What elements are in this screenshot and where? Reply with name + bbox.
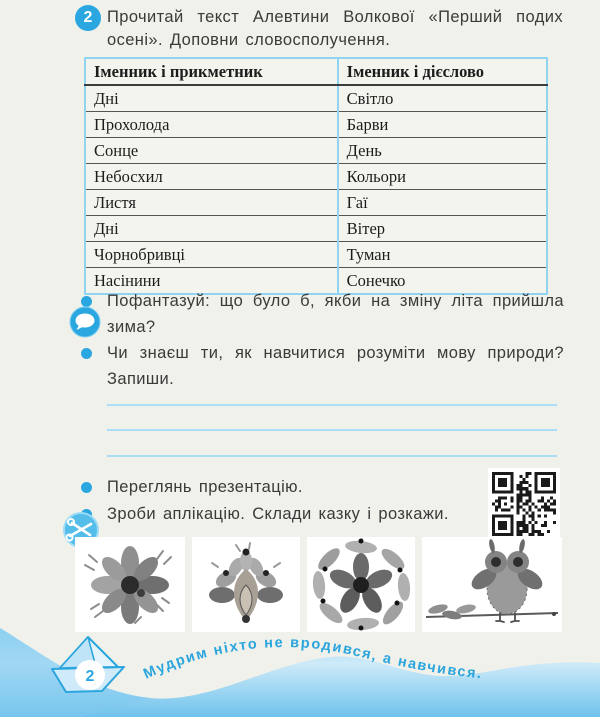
table-cell: Гаї — [338, 190, 547, 216]
table-row — [85, 164, 547, 190]
speech-bubble-icon — [69, 306, 101, 338]
answer-line — [107, 429, 557, 431]
qr-code-pattern — [492, 472, 556, 536]
table-row — [85, 190, 547, 216]
word-pairs-table — [84, 57, 548, 295]
table-cell: День — [338, 138, 547, 164]
answer-line — [107, 404, 557, 406]
page-number: 2 — [85, 668, 95, 685]
table-cell: Чорнобривці — [85, 242, 338, 268]
bullet-dot-icon — [81, 482, 92, 493]
task-applique: Зроби аплікацію. Склади казку і розкажи. — [107, 505, 449, 523]
table-row — [85, 112, 547, 138]
table-cell: Дні — [85, 85, 338, 112]
table-cell: Сонечко — [338, 268, 547, 295]
table-cell: Дні — [85, 216, 338, 242]
table-cell: Світло — [338, 85, 547, 112]
task-imagine: Пофантазуй: що було б, якби на зміну літа прийшла зима? — [107, 292, 564, 336]
table-cell: Сонце — [85, 138, 338, 164]
bullet-dot-icon — [81, 348, 92, 359]
table-cell: Насінини — [85, 268, 338, 295]
qr-code[interactable] — [488, 468, 560, 540]
table-row — [85, 138, 547, 164]
table-row — [85, 242, 547, 268]
exercise-number-badge: 2 — [75, 5, 101, 31]
footer-motto: Мудрим ніхто не вродився, а навчився. — [141, 634, 484, 683]
table-cell: Небосхил — [85, 164, 338, 190]
table-cell: Кольори — [338, 164, 547, 190]
table-row — [85, 85, 547, 112]
table-cell: Туман — [338, 242, 547, 268]
task-presentation: Переглянь презентацію. — [107, 478, 303, 496]
task-write: Чи знаєш ти, як навчитися розуміти мову природи? Запиши. — [107, 344, 564, 388]
exercise-instruction: Прочитай текст Алевтини Волкової «Перший подих осені». Доповни словосполучення. — [107, 8, 563, 49]
answer-line — [107, 455, 557, 457]
table-cell: Листя — [85, 190, 338, 216]
table-cell: Барви — [338, 112, 547, 138]
footer-wave — [0, 597, 600, 717]
table-cell: Прохолода — [85, 112, 338, 138]
column-header-noun-verb: Іменник і дієслово — [338, 58, 547, 85]
column-header-noun-adjective: Іменник і прикметник — [85, 58, 338, 85]
table-row — [85, 216, 547, 242]
table-header-row — [85, 58, 547, 85]
table-cell: Вітер — [338, 216, 547, 242]
paper-boat-icon — [52, 637, 124, 692]
